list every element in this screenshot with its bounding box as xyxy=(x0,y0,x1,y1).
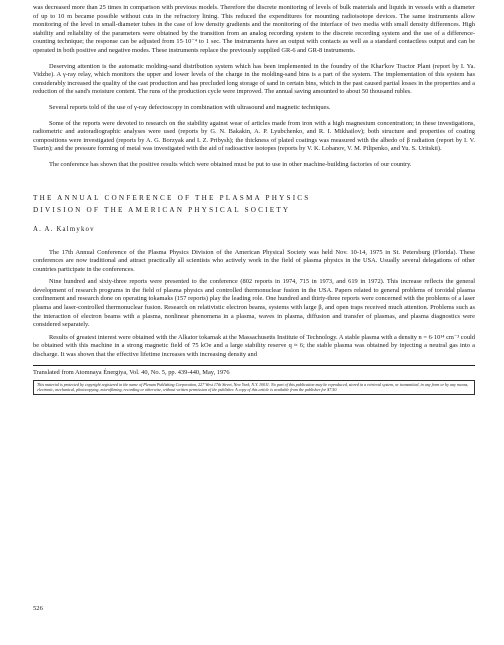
section-heading-line-1: THE ANNUAL CONFERENCE OF THE PLASMA PHYSICS xyxy=(33,193,311,202)
paragraph-conference-intro: The 17th Annual Conference of the Plasma Physics Division of the American Physical Society was held Nov. 10-14, 1975 in St. Petersburg (Florida). These conferences are now traditional and attract practically all scientists who actively work in the field of plasma physics in the USA. Usually several delegations of other countries participate in the conferences. xyxy=(33,248,475,273)
section-heading-line-2: DIVISION OF THE AMERICAN PHYSICAL SOCIETY xyxy=(33,205,291,214)
paragraph-wear-research: Some of the reports were devoted to research on the stability against wear of articles made from iron with a high magnesium concentration; in these investigations, radiometric and autoradiographic analyses were used (reports by G. N. Bakakin, A. P. Lyubchenko, and R. I. Mikhailov); both structure and properties of coating compositions were investigated (reports by A. G. Borzyak and I. Z. Pribysh); the thickness of plated coatings was measured with the albedo of β radiation (report by I. V. Tsarin); and the pressure forming of metal was investigated with the aid of radioactive isotopes (reports by V. K. Lobanov, V. M. Pilipenko, and Yu. S. Uritskii). xyxy=(33,119,475,153)
paragraph-molding-sand: Deserving attention is the automatic molding-sand distribution system which has been implemented in the foundry of the Khar'kov Tractor Plant (report by I. Ya. Vidzhe). A γ-ray relay, which monitors the upper and lower levels of the charge in the molding-sand bins is a part of the system. The implementation of this system has considerably increased the quality of the cast production and has precluded long storage of sand in certain bins, which in the past caused partial losses in the properties and a reduction of the sand's moisture content. The runs of the production cycle were improved. The annual saving amounted to about 50 thousand rubles. xyxy=(33,62,475,96)
paragraph-level-monitoring: was decreased more than 25 times in comparison with previous models. Therefore the discrete monitoring of levels of bulk materials and liquids in vessels with a diameter of up to 10 m became possible without cuts in the refractory lining. This reduced the expenditures for mounting radioisotope devices. The same instruments allow monitoring of the level in small-diameter tubes in the case of low density gradients and the monitoring of the interface of two media with small density differences. High stability and reliability of the parameters were obtained by the transition from an analog recording system to the discrete recording system and the use of a difference-counting technique; the response can be adjusted from 15·10⁻⁴ to 1 sec. The instruments have an output with contacts as well as a standard contactless output and can be operated in both positive and negative modes. These instruments replace the previously supplied GR-6 and GR-8 instruments. xyxy=(33,4,475,54)
paragraph-defectoscopy: Several reports told of the use of γ-ray defectoscopy in combination with ultrasound and magnetic techniques. xyxy=(49,103,331,111)
section-heading xyxy=(33,192,475,216)
page-number: 526 xyxy=(33,605,43,612)
page-body xyxy=(33,4,475,395)
author-name: A. A. Kalmykov xyxy=(33,225,95,233)
paragraph-alkator-results: Results of greatest interest were obtained with the Alkator tokamak at the Massachusetts Institute of Technology. A stable plasma with a density n = 6·10¹⁴ cm⁻³ could be obtained with this machine in a strong magnetic field of 75 kOe and a large stability reserve q ≈ 6; the stable plasma was obtained by injecting a neutral gas into a discharge. It was shown that the effective lifetime increases with increasing density and xyxy=(33,333,475,359)
paragraph-conclusion: The conference has shown that the positive results which were obtained must be put to use in other machine-building factories of our country. xyxy=(49,160,412,168)
copyright-notice: This material is protected by copyright registered in the name of Plenum Publishing Corporation, 227 West 17th Street, New York, N.Y. 10011. No part of this publication may be reproduced, stored in a retrieval system, or transmitted, in any form or by any means, electronic, mechanical, photocopying, microfilming, recording or otherwise, without written permission of the publisher. A copy of this article is available from the publisher for $7.50. xyxy=(33,380,475,395)
translation-note: Translated from Atomnaya Énergiya, Vol. 40, No. 5, pp. 439-440, May, 1976 xyxy=(33,365,475,377)
paragraph-report-counts: Nine hundred and sixty-three reports were presented to the conference (802 reports in 1974, 715 in 1973, and 619 in 1972). This increase reflects the general development of research programs in the field of plasma physics and controlled thermonuclear fusion in the USA. Papers related to general problems of toroidal plasma confinement and research done on operating tokamaks (157 reports) play the leading role. One hundred and thirty-three reports were concerned with the problems of a laser plasma and laser-controlled thermonuclear fusion. Research on relativistic electron beams, systems with large β, and open traps received much attention. Problems such as the interaction of electron beams with a plasma, nonlinear phenomena in a plasma, waves in plasma, diffusion and transfer of plasmas, and plasma diagnostics were considered separately. xyxy=(33,278,475,329)
